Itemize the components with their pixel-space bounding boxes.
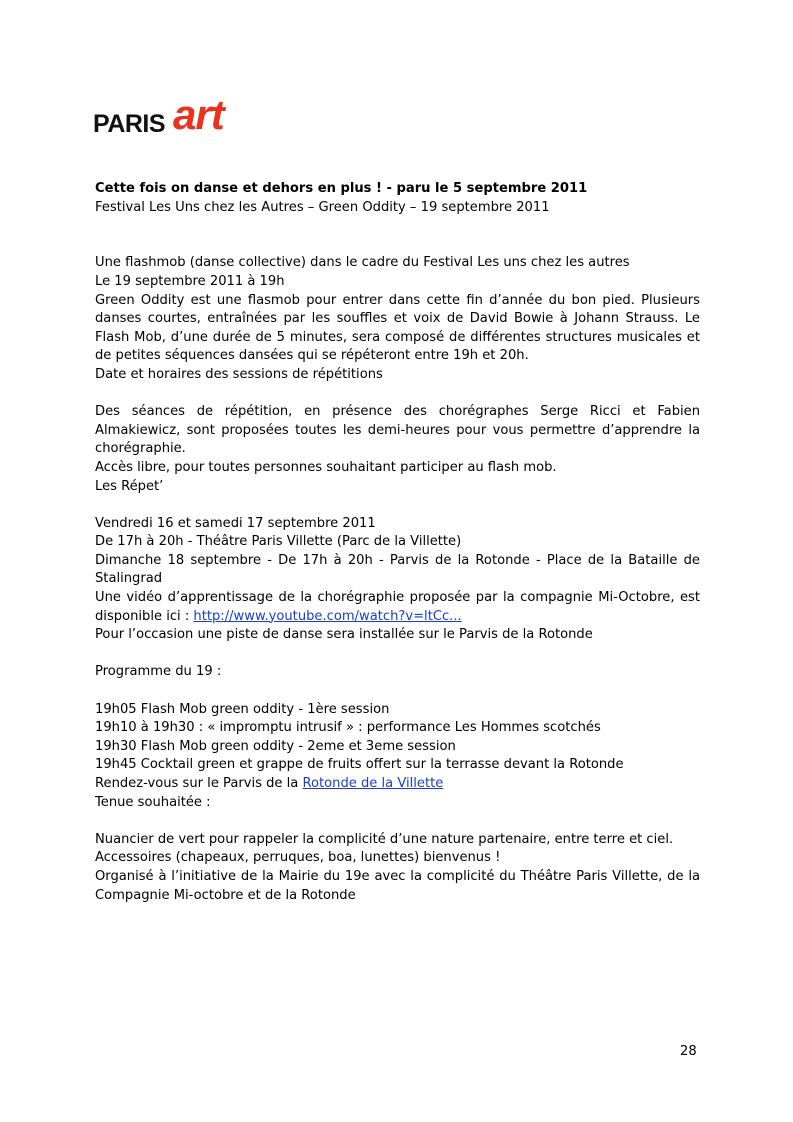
schedule-day-1: Vendredi 16 et samedi 17 septembre 2011: [95, 515, 376, 531]
article-subtitle: Festival Les Uns chez les Autres – Green Oddity – 19 septembre 2011: [95, 199, 550, 215]
video-paragraph: [95, 589, 700, 626]
program-item: 19h10 à 19h30 : « impromptu intrusif » : performance Les Hommes scotchés: [95, 720, 601, 736]
description-paragraph: Green Oddity est une flasmob pour entrer dans cette fin d’année du bon pied. Plusieurs danses courtes, entraînées par les souffles et voix de David Bowie à Johann Strauss. Le Flash Mob, d’une durée de 5 minutes, sera composé de différentes structures musicales et de petites séquences dansées qui se répéteront entre 19h et 20h.: [95, 292, 700, 364]
dress-heading: Tenue souhaitée :: [95, 794, 211, 810]
dance-floor-line: Pour l’occasion une piste de danse sera installée sur le Parvis de la Rotonde: [95, 627, 593, 643]
dress-paragraph: Nuancier de vert pour rappeler la complicité d’une nature partenaire, entre terre et ciel.: [95, 831, 674, 847]
program-item: 19h05 Flash Mob green oddity - 1ère session: [95, 701, 390, 717]
repet-label: Les Répet’: [95, 478, 164, 494]
article-title: Cette fois on danse et dehors en plus ! - paru le 5 septembre 2011: [95, 181, 588, 196]
access-line: Accès libre, pour toutes personnes souhaitant participer au flash mob.: [95, 459, 557, 475]
video-text: Une vidéo d’apprentissage de la chorégraphie proposée par la compagnie Mi-Octobre, est disponible ici :: [95, 590, 700, 624]
program-item: 19h45 Cocktail green et grappe de fruits offert sur la terrasse devant la Rotonde: [95, 757, 624, 773]
program-heading: Programme du 19 :: [95, 664, 222, 680]
youtube-link[interactable]: http://www.youtube.com/watch?v=ltCc...: [193, 608, 462, 624]
article-body: [95, 180, 700, 905]
intro-line-1: Une flashmob (danse collective) dans le cadre du Festival Les uns chez les autres: [95, 255, 630, 271]
page-number: 28: [680, 1044, 697, 1059]
rendezvous-line: [95, 775, 700, 794]
parisart-logo: [93, 95, 245, 137]
organizer-paragraph: Organisé à l’initiative de la Mairie du 19e avec la complicité du Théâtre Paris Villette, de la Compagnie Mi-octobre et de la Rotonde: [95, 868, 700, 903]
intro-line-2: Le 19 septembre 2011 à 19h: [95, 273, 285, 289]
rotonde-link[interactable]: Rotonde de la Villette: [302, 776, 444, 791]
rehearsal-paragraph: Des séances de répétition, en présence des chorégraphes Serge Ricci et Fabien Almakiewicz, sont proposées toutes les demi-heures pour vous permettre d’apprendre la chorégraphie.: [95, 404, 700, 457]
program-item: 19h30 Flash Mob green oddity - 2eme et 3eme session: [95, 738, 456, 754]
schedule-day-1-detail: De 17h à 20h - Théâtre Paris Villette (Parc de la Villette): [95, 534, 462, 550]
logo-art-text: art: [173, 95, 224, 137]
rendezvous-prefix: Rendez-vous sur le Parvis de la: [95, 776, 303, 791]
parisart-logo-graphic: [93, 95, 245, 137]
accessories-line: Accessoires (chapeaux, perruques, boa, lunettes) bienvenus !: [95, 850, 501, 866]
sessions-heading: Date et horaires des sessions de répétitions: [95, 366, 383, 382]
schedule-day-2: Dimanche 18 septembre - De 17h à 20h - Parvis de la Rotonde - Place de la Bataille de Stalingrad: [95, 552, 700, 587]
logo-paris-text: PARIS: [93, 110, 166, 137]
